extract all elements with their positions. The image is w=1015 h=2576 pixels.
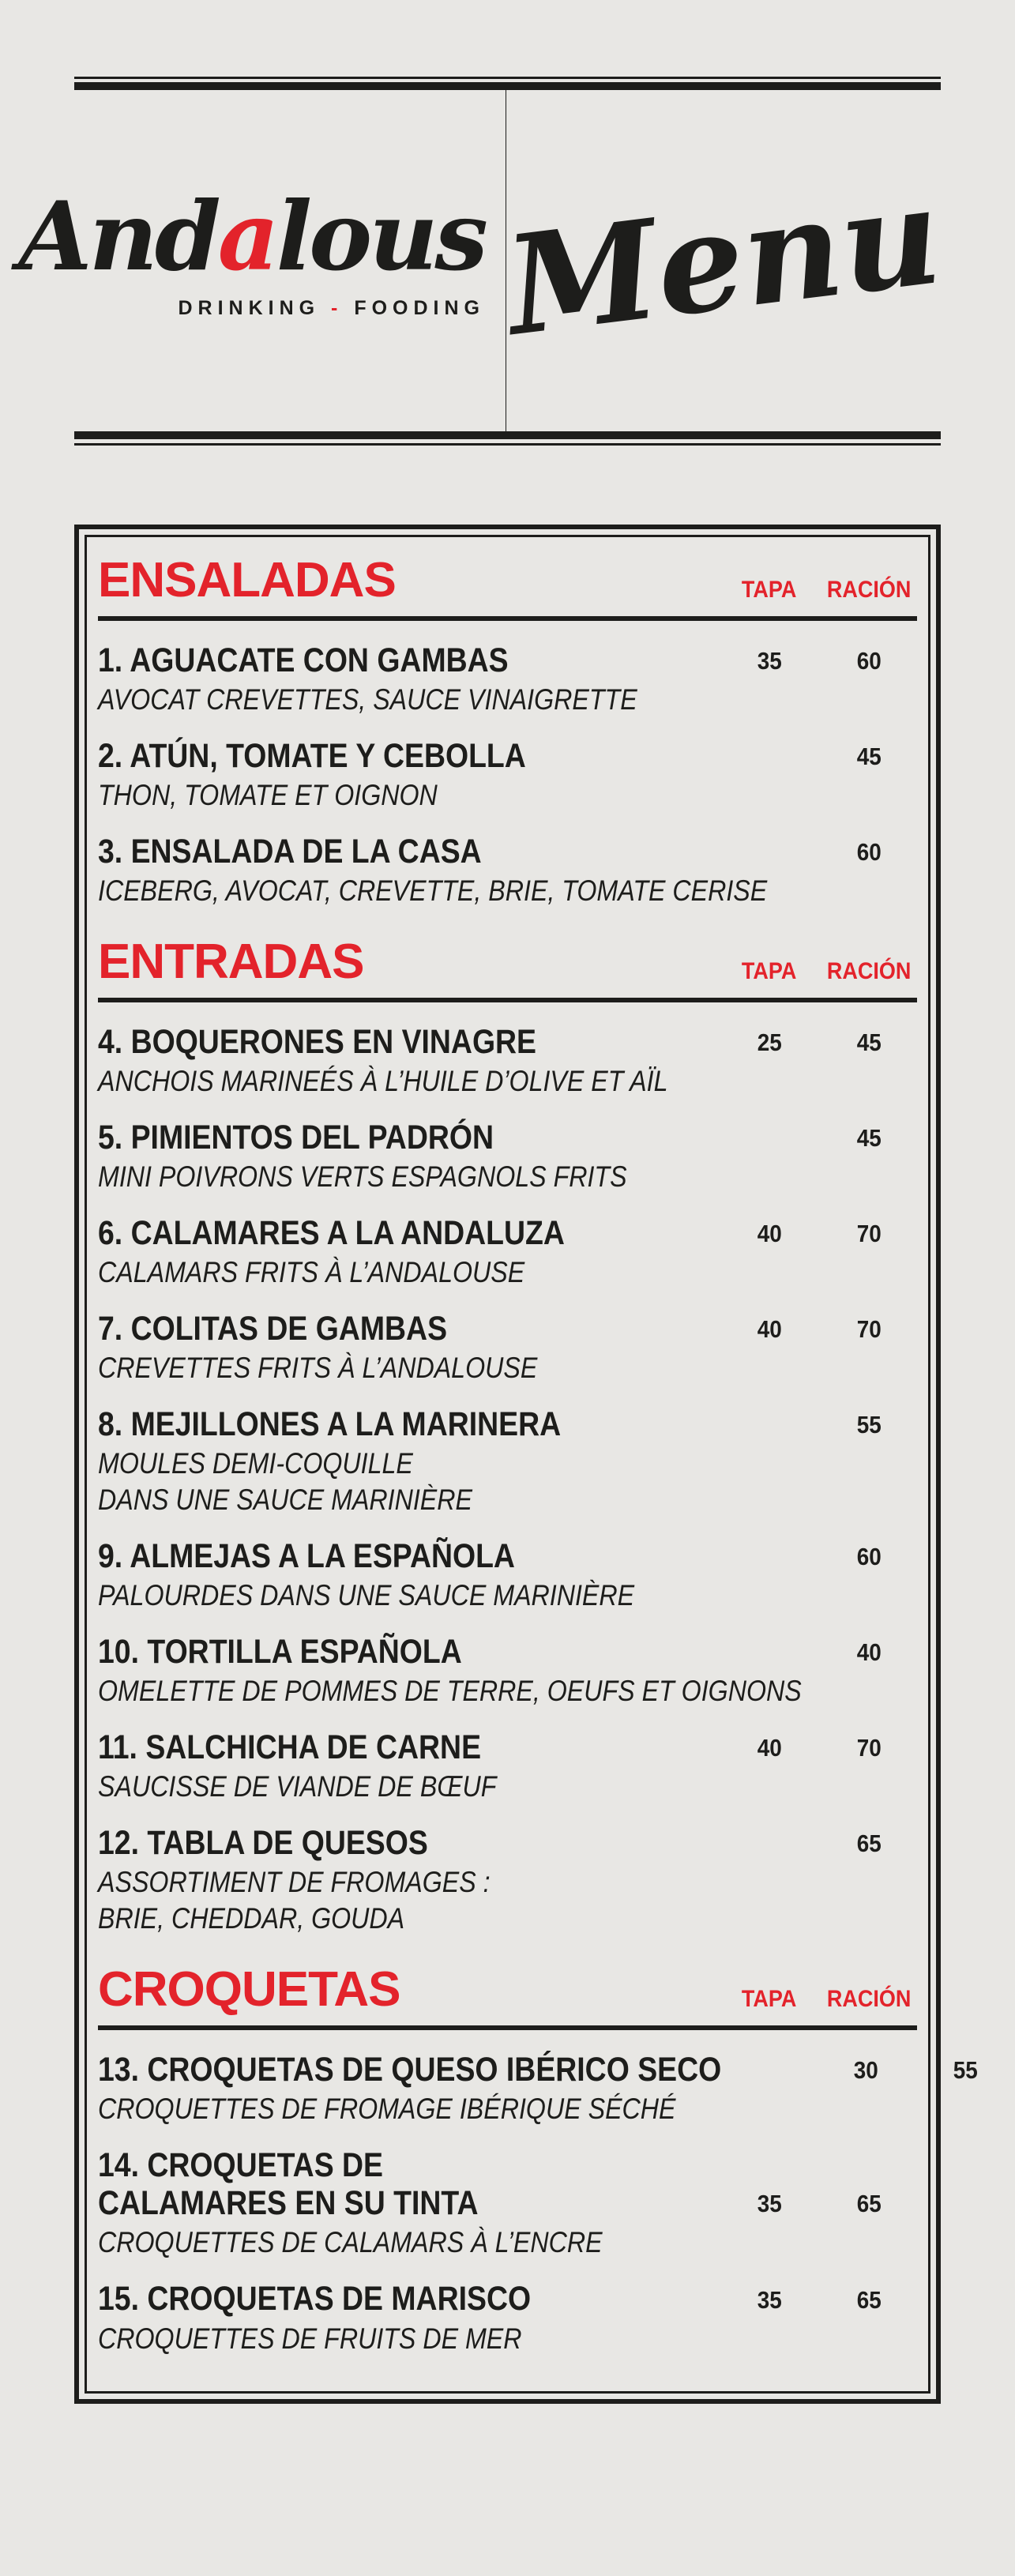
- menu-item: [98, 1824, 917, 1937]
- item-description-line-text: CALAMARS FRITS À L’ANDALOUSE: [98, 1256, 525, 1289]
- item-name-line: [98, 1214, 718, 1252]
- section-header: [98, 553, 917, 607]
- item-description: [98, 873, 917, 909]
- item-price-racion: 55: [953, 2056, 978, 2085]
- item-description-line-text: MOULES DEMI-COQUILLE: [98, 1447, 413, 1480]
- menu-item: [98, 2051, 978, 2127]
- item-name-line-text: 9. ALMEJAS A LA ESPAÑOLA: [98, 1537, 515, 1576]
- item-name-line-text: CALAMARES EN SU TINTA: [98, 2184, 479, 2223]
- item-description: [98, 1864, 917, 1937]
- menu-item: [98, 1537, 917, 1614]
- menu-section: [98, 553, 917, 909]
- item-price-tapa: 35: [757, 2285, 782, 2314]
- item-description-line-text: THON, TOMATE ET OIGNON: [98, 779, 438, 812]
- item-description-line: [98, 2091, 1013, 2127]
- menu-card-inner: [85, 535, 978, 2394]
- menu-item: [98, 1633, 917, 1709]
- item-description-line-text: CROQUETTES DE FRUITS DE MER: [98, 2322, 522, 2355]
- item-description: [98, 2321, 917, 2357]
- item-description-line: [98, 873, 917, 909]
- brand-part-pre: And: [18, 180, 218, 292]
- item-price-racion: 40: [856, 1638, 882, 1667]
- item-description: [98, 1159, 917, 1195]
- item-description-line: [98, 682, 917, 718]
- item-name-line: [98, 1537, 718, 1575]
- column-header-racion: RACIÓN: [826, 1986, 912, 2013]
- item-name-line: [98, 2146, 718, 2184]
- section-header: [98, 935, 917, 990]
- menu-section: [98, 1962, 978, 2356]
- item-description-line-text: AVOCAT CREVETTES, SAUCE VINAIGRETTE: [98, 683, 637, 716]
- item-name-line-text: 3. ENSALADA DE LA CASA: [98, 833, 482, 871]
- item-description-line: [98, 2224, 917, 2261]
- item-name: [98, 1214, 718, 1252]
- item-price-racion: 65: [856, 2285, 882, 2314]
- item-price-tapa: [718, 1638, 821, 1671]
- brand-wordmark: [18, 180, 485, 292]
- item-name-line: [98, 1633, 718, 1671]
- top-rule-thick-line: [74, 82, 941, 90]
- item-name: [98, 2051, 814, 2089]
- item-description-line-text: CROQUETTES DE FROMAGE IBÉRIQUE SÉCHÉ: [98, 2093, 676, 2126]
- section-items: [98, 1023, 917, 1937]
- item-price-tapa: 40: [757, 1315, 782, 1344]
- item-price-racion: 60: [856, 647, 882, 675]
- item-price-tapa: [718, 1411, 821, 1443]
- menu-item: [98, 1214, 917, 1291]
- item-name: [98, 1728, 718, 1766]
- item-price-racion: 55: [856, 1411, 882, 1439]
- item-description-line: [98, 1578, 917, 1614]
- item-price-tapa: 40: [757, 1734, 782, 1762]
- item-name-line-text: 15. CROQUETAS DE MARISCO: [98, 2280, 532, 2318]
- item-description-line-text: SAUCISSE DE VIANDE DE BŒUF: [98, 1770, 497, 1803]
- section-items: [98, 2051, 978, 2356]
- item-price-tapa: 40: [757, 1220, 782, 1248]
- item-name-line-text: 5. PIMIENTOS DEL PADRÓN: [98, 1119, 494, 1157]
- item-name-line-text: 7. COLITAS DE GAMBAS: [98, 1310, 448, 1348]
- item-price-racion: 45: [856, 1124, 882, 1153]
- menu-item: [98, 2146, 917, 2261]
- item-description: [98, 1446, 917, 1518]
- item-price-tapa: 35: [757, 647, 782, 675]
- column-header-racion: RACIÓN: [826, 577, 912, 603]
- item-price-racion: 60: [856, 1543, 882, 1571]
- item-price-racion: 70: [856, 1734, 882, 1762]
- item-name: [98, 833, 718, 871]
- item-price-tapa: [718, 1124, 821, 1156]
- item-price-racion: 65: [856, 2190, 882, 2218]
- item-name-line-text: 13. CROQUETAS DE QUESO IBÉRICO SECO: [98, 2051, 722, 2089]
- item-description-line-text: BRIE, CHEDDAR, GOUDA: [98, 1902, 405, 1935]
- item-price-racion: 70: [856, 1315, 882, 1344]
- item-name-line: [98, 2184, 718, 2222]
- menu-item: [98, 1728, 917, 1805]
- item-description-line: [98, 1673, 917, 1709]
- column-header-racion: RACIÓN: [826, 958, 912, 985]
- menu-title: Menu: [498, 154, 949, 367]
- menu-section: [98, 935, 917, 1937]
- item-name-line: [98, 1119, 718, 1156]
- item-description-line: [98, 1482, 917, 1518]
- item-description-line-text: DANS UNE SAUCE MARINIÈRE: [98, 1484, 472, 1517]
- brand-tagline: [178, 297, 485, 320]
- item-name-line-text: 4. BOQUERONES EN VINAGRE: [98, 1023, 537, 1062]
- header-bottom-double-rule: [74, 431, 941, 446]
- item-name-line-text: 14. CROQUETAS DE: [98, 2146, 384, 2185]
- item-name-line: [98, 1728, 718, 1766]
- item-name: [98, 1119, 718, 1156]
- brand-accent-letter: a: [217, 180, 276, 292]
- item-name: [98, 737, 718, 775]
- item-name-line: [98, 1023, 718, 1061]
- column-header-tapa: TAPA: [742, 958, 797, 985]
- item-name: [98, 1310, 718, 1348]
- item-description-line: [98, 1446, 917, 1482]
- item-name: [98, 1023, 718, 1061]
- header: [0, 77, 1015, 446]
- menu-title-cell: [498, 90, 949, 431]
- menu-card: [74, 525, 978, 2404]
- item-name-line: [98, 1824, 718, 1862]
- item-price-tapa: 30: [853, 2056, 878, 2085]
- item-description: [98, 1254, 917, 1291]
- item-description: [98, 1578, 917, 1614]
- item-description-line-text: CROQUETTES DE CALAMARS À L’ENCRE: [98, 2226, 603, 2259]
- item-description-line: [98, 1159, 917, 1195]
- item-description: [98, 777, 917, 814]
- item-description: [98, 1350, 917, 1386]
- item-name-line-text: 10. TORTILLA ESPAÑOLA: [98, 1633, 462, 1672]
- item-description-line-text: ASSORTIMENT DE FROMAGES :: [98, 1866, 491, 1899]
- item-name: [98, 1405, 718, 1443]
- item-name-line-text: 12. TABLA DE QUESOS: [98, 1824, 428, 1863]
- item-description: [98, 682, 917, 718]
- item-name-line-text: 1. AGUACATE CON GAMBAS: [98, 641, 509, 679]
- section-header: [98, 1962, 917, 2018]
- top-rule-thin-line: [74, 77, 941, 79]
- brand-part-post: lous: [276, 180, 485, 292]
- section-title: CROQUETAS: [98, 1962, 400, 2018]
- item-price-racion: 45: [856, 743, 882, 771]
- item-name-line: [98, 737, 718, 775]
- item-price-tapa: [718, 838, 821, 871]
- item-name-line: [98, 833, 718, 871]
- tagline-word-drinking: DRINKING: [178, 296, 321, 319]
- item-name: [98, 2280, 718, 2318]
- column-header-tapa: TAPA: [742, 577, 797, 603]
- item-name: [98, 641, 718, 679]
- item-price-tapa: [718, 1543, 821, 1575]
- item-name-line-text: 8. MEJILLONES A LA MARINERA: [98, 1405, 562, 1444]
- section-divider-rule: [98, 616, 917, 621]
- item-description-line-text: ICEBERG, AVOCAT, CREVETTE, BRIE, TOMATE CERISE: [98, 874, 768, 908]
- item-description-line: [98, 1254, 917, 1291]
- bottom-rule-thick-line: [74, 431, 941, 439]
- bottom-rule-thin-line: [74, 443, 941, 446]
- item-description-line: [98, 2321, 917, 2357]
- menu-item: [98, 1310, 917, 1386]
- item-description: [98, 2091, 1013, 2127]
- item-name: [98, 1537, 718, 1575]
- item-description-line: [98, 1350, 917, 1386]
- item-description: [98, 1769, 917, 1805]
- section-title: ENTRADAS: [98, 935, 364, 990]
- item-name-line: [98, 2051, 814, 2089]
- top-double-rule: [74, 77, 941, 90]
- item-description: [98, 2224, 917, 2261]
- item-description-line-text: OMELETTE DE POMMES DE TERRE, OEUFS ET OIGNONS: [98, 1675, 802, 1708]
- menu-item: [98, 641, 917, 718]
- item-description-line: [98, 1901, 917, 1937]
- item-price-racion: 70: [856, 1220, 882, 1248]
- item-price-tapa: 25: [757, 1029, 782, 1057]
- item-description-line-text: PALOURDES DANS UNE SAUCE MARINIÈRE: [98, 1579, 635, 1612]
- item-description: [98, 1673, 917, 1709]
- item-name-line: [98, 2280, 718, 2318]
- item-price-racion: 60: [856, 838, 882, 867]
- menu-item: [98, 1405, 917, 1518]
- item-description-line-text: ANCHOIS MARINEÉS À L’HUILE D’OLIVE ET AÏL: [98, 1065, 668, 1098]
- menu-item: [98, 2280, 917, 2356]
- menu-item: [98, 833, 917, 909]
- item-price-tapa: 35: [757, 2190, 782, 2218]
- header-body: [18, 90, 949, 431]
- item-name: [98, 2146, 718, 2222]
- item-description-line: [98, 1864, 917, 1901]
- item-description-line-text: CREVETTES FRITS À L’ANDALOUSE: [98, 1352, 538, 1385]
- section-divider-rule: [98, 998, 917, 1002]
- menu-item: [98, 1119, 917, 1195]
- section-items: [98, 641, 917, 909]
- section-title: ENSALADAS: [98, 553, 396, 607]
- item-description-line-text: MINI POIVRONS VERTS ESPAGNOLS FRITS: [98, 1160, 627, 1194]
- item-price-tapa: [718, 743, 821, 775]
- column-header-tapa: TAPA: [742, 1986, 797, 2013]
- item-name-line: [98, 1310, 718, 1348]
- item-description-line: [98, 1063, 917, 1100]
- menu-item: [98, 737, 917, 814]
- item-price-racion: 65: [856, 1830, 882, 1858]
- tagline-dash: -: [331, 296, 344, 319]
- item-price-tapa: [718, 1830, 821, 1862]
- item-name: [98, 1633, 718, 1671]
- item-name-line: [98, 641, 718, 679]
- section-divider-rule: [98, 2025, 917, 2030]
- tagline-word-fooding: FOODING: [354, 296, 485, 319]
- item-name: [98, 1824, 718, 1862]
- item-description-line: [98, 1769, 917, 1805]
- item-price-racion: 45: [856, 1029, 882, 1057]
- menu-item: [98, 1023, 917, 1100]
- item-name-line-text: 6. CALAMARES A LA ANDALUZA: [98, 1214, 565, 1253]
- item-description: [98, 1063, 917, 1100]
- item-description-line: [98, 777, 917, 814]
- item-name-line-text: 2. ATÚN, TOMATE Y CEBOLLA: [98, 737, 526, 776]
- item-name-line: [98, 1405, 718, 1443]
- brand-logo: [18, 90, 506, 431]
- item-name-line-text: 11. SALCHICHA DE CARNE: [98, 1728, 482, 1767]
